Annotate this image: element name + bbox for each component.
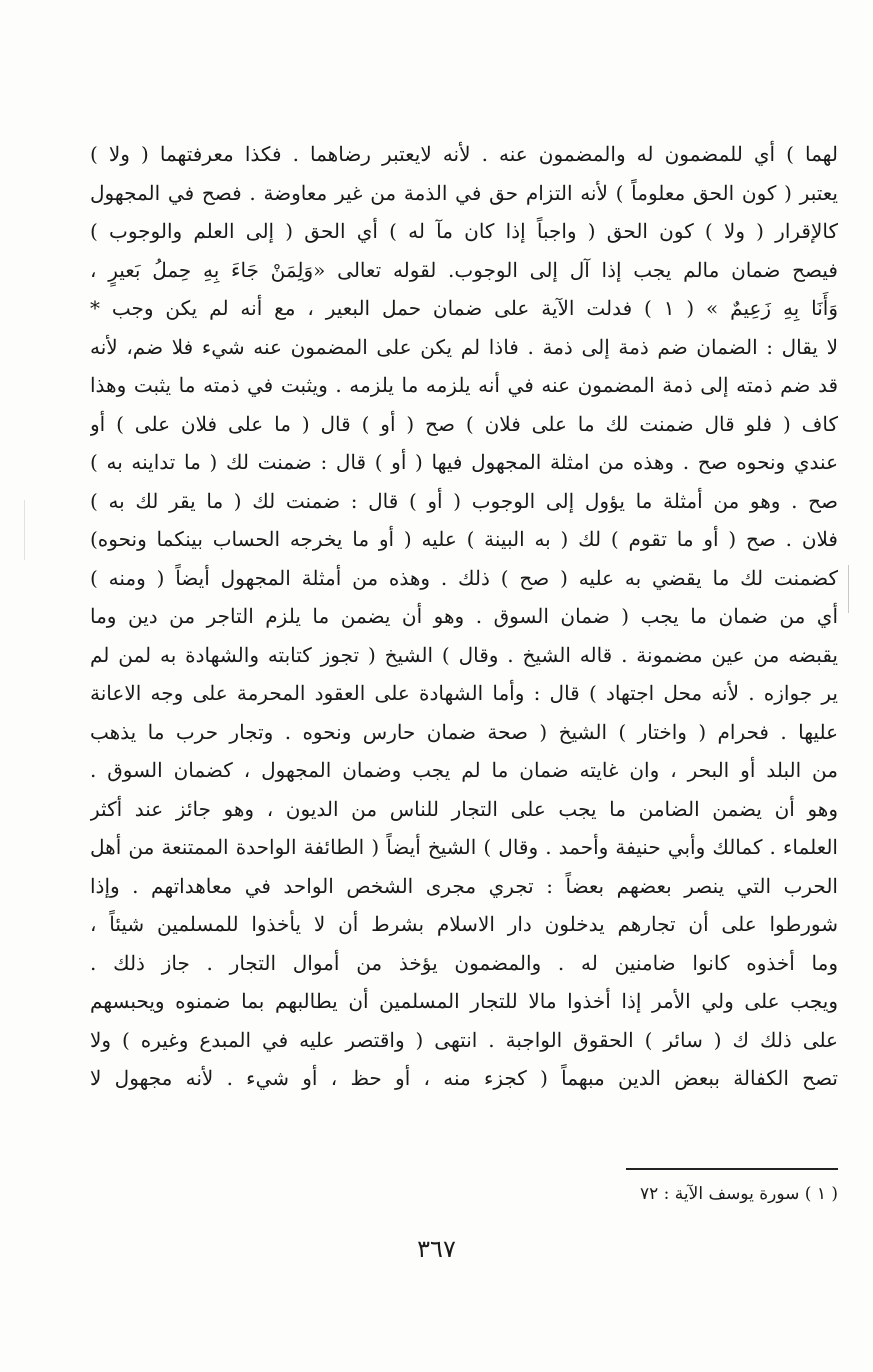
- text-line: لهما ) أي للمضمون له والمضمون عنه . لأنه لايعتبر رضاهما . فكذا معرفتهما ( ولا ): [90, 142, 838, 166]
- text-line: فيصح ضمان مالم يجب إذا آل إلى الوجوب. لقوله تعالى «وَلِمَنْ جَاءَ بِهِ حِملُ بَعيرٍ ،: [90, 257, 838, 282]
- text-line: شورطوا على أن تجارهم يدخلون دار الاسلام بشرط أن لا يأخذوا للمسلمين شيئاً ،: [90, 912, 838, 936]
- margin-mark: [848, 565, 851, 613]
- text-line: كالإقرار ( ولا ) كون الحق ( واجباً إذا كان مآ له ) أي الحق ( إلى العلم والوجوب ): [90, 219, 838, 243]
- text-line: يعتبر ( كون الحق معلوماً ) لأنه التزام حق في الذمة من غير معاوضة . فصح في المجهول: [90, 180, 838, 205]
- margin-mark: [24, 500, 26, 560]
- text-line: صح . وهو من أمثلة ما يؤول إلى الوجوب ( أو ) قال : ضمنت لك ( ما يقر لك به ): [90, 488, 838, 513]
- text-line: ويجب على ولي الأمر إذا أخذوا مالا للتجار المسلمين أن يطالبهم بما ضمنوه ويحبسهم: [90, 989, 838, 1013]
- text-line: فلان . صح ( أو ما تقوم ) لك ( به البينة ) عليه ( أو ما يخرجه الحساب بينكما ونحوه): [90, 527, 838, 551]
- text-line: تصح الكفالة ببعض الدين مبهماً ( كجزء منه ، أو حظ ، أو شيء . لأنه مجهول لا: [90, 1066, 838, 1090]
- text-line: عليها . فحرام ( واختار ) الشيخ ( صحة ضمان حارس ونحوه . وتجار حرب ما يذهب: [90, 719, 838, 744]
- text-line: قد ضم ذمته إلى ذمة المضمون عنه في أنه يلزمه ما يلزمه . ويثبت في ذمته ما يثبت وهذا: [90, 373, 838, 397]
- text-line: الحرب التي ينصر بعضهم بعضاً : تجري مجرى الشخص الواحد في معاهداتهم . وإذا: [90, 873, 838, 898]
- footnote-divider: [626, 1168, 838, 1170]
- text-line: أي من ضمان ما يجب ( ضمان السوق . وهو أن يضمن ما يلزم التاجر من دين وما: [90, 604, 838, 628]
- text-line: العلماء . كمالك وأبي حنيفة وأحمد . وقال ) الشيخ أيضاً ( الطائفة الواحدة الممتنعة من أهل: [90, 835, 838, 859]
- text-line: وما أخذوه كانوا ضامنين له . والمضمون يؤخذ من أموال التجار . جاز ذلك .: [90, 950, 838, 975]
- text-line: عندي ونحوه صح . وهذه من امثلة المجهول فيها ( أو ) قال : ضمنت لك ( ما تداينه به ): [90, 450, 838, 474]
- text-line: وَأَنَا بِهِ زَعِيمٌ » ( ١ ) فدلت الآية على ضمان حمل البعير ، مع أنه لم يكن وجب *: [90, 296, 838, 320]
- text-line: كاف ( فلو قال ضمنت لك ما على فلان ) صح ( أو ) قال ( ما على فلان على ) أو: [90, 411, 838, 436]
- text-line: وهو أن يضمن الضامن ما يجب على التجار للناس من الديون ، وهو جائز عند أكثر: [90, 796, 838, 821]
- text-line: على ذلك ك ( سائر ) الحقوق الواجبة . انتهى ( واقتصر عليه في المبدع وغيره ) ولا: [90, 1027, 838, 1052]
- text-line: لا يقال : الضمان ضم ذمة إلى ذمة . فاذا لم يكن على المضمون عنه شيء فلا ضم، لأنه: [90, 334, 838, 359]
- text-line: يقبضه من عين مضمونة . قاله الشيخ . وقال ) الشيخ ( تجوز كتابته والشهادة به لمن لم: [90, 642, 838, 667]
- text-line: كضمنت لك ما يقضي به عليه ( صح ) ذلك . وهذه من أمثلة المجهول أيضاً ( ومنه ): [90, 565, 838, 590]
- text-line: ير جوازه . لأنه محل اجتهاد ) قال : وأما الشهادة على العقود المحرمة على وجه الاعانة: [90, 681, 838, 705]
- footnote: ( ١ ) سورة يوسف الآية : ٧٢: [640, 1184, 838, 1204]
- page-number: ٣٦٧: [417, 1235, 456, 1263]
- body-text: [90, 135, 838, 1098]
- text-line: من البلد أو البحر ، وان غايته ضمان ما لم يجب وضمان المجهول ، كضمان السوق .: [90, 758, 838, 782]
